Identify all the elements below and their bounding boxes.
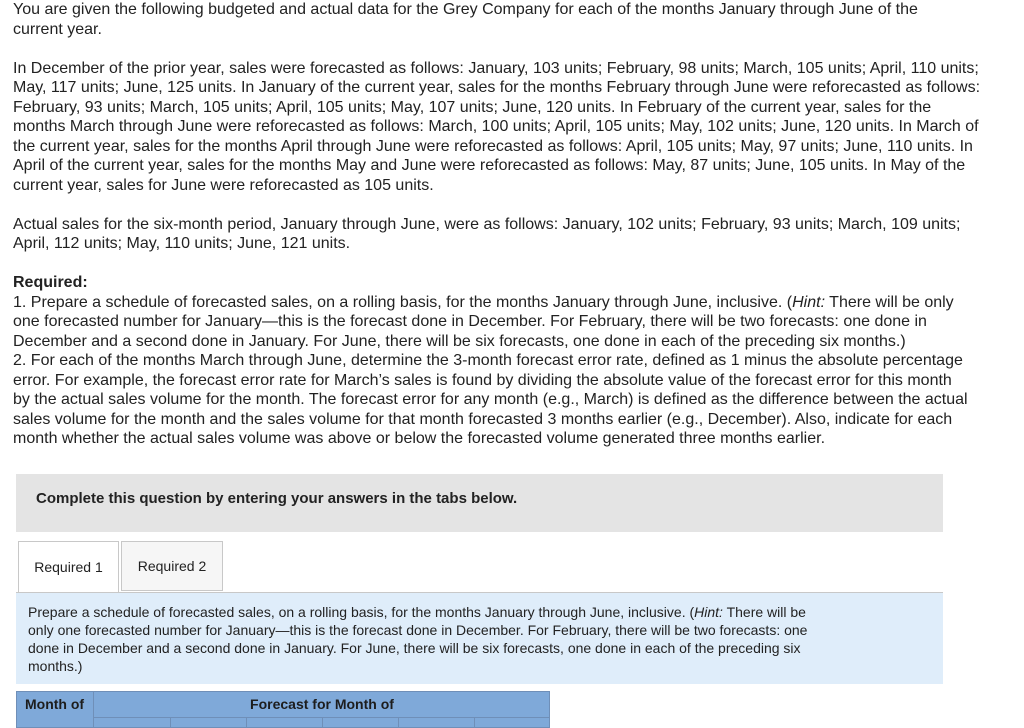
problem-line: error. For example, the forecast error rate for March’s sales is found by dividing the absolute value of the forecast error for this month — [13, 371, 952, 389]
tab-required-1[interactable]: Required 1 — [18, 541, 119, 593]
required-heading: Required: — [13, 274, 88, 291]
column-header-month: Month of — [25, 696, 85, 712]
column-header-forecast: Forecast for Month of — [250, 696, 394, 712]
prompt-text: Prepare a schedule of forecasted sales, on a rolling basis, for the months January through June, inclusive. ( — [28, 604, 695, 620]
problem-line: the current year, sales for the months April through June were reforecasted as follows: April, 105 units; May, 97 units; June, 110 units. In — [13, 137, 973, 155]
hint-label: Hint: — [694, 604, 723, 620]
forecast-table-header — [16, 691, 550, 728]
column-divider — [398, 717, 399, 728]
column-divider — [170, 717, 171, 728]
problem-line — [13, 293, 1024, 313]
problem-line: You are given the following budgeted and actual data for the Grey Company for each of the months January through June of the — [13, 1, 918, 18]
problem-line: Actual sales for the six-month period, January through June, were as follows: January, 102 units; February, 93 units; March, 109 units; — [13, 215, 961, 233]
column-divider — [322, 717, 323, 728]
problem-line: December and a second done in January. For June, there will be six forecasts, one done in each of the preceding six months.) — [13, 332, 906, 350]
problem-line: In December of the prior year, sales were forecasted as follows: January, 103 units; February, 98 units; March, 105 units; April, 110 units; — [13, 59, 979, 77]
instruction-box — [16, 474, 943, 532]
instruction-text: Complete this question by entering your answers in the tabs below. — [36, 490, 518, 507]
tab-required-2[interactable]: Required 2 — [121, 541, 223, 591]
prompt-line: done in December and a second done in January. For June, there will be six forecasts, one done in each of the preceding six — [28, 640, 801, 656]
problem-line: current year. — [13, 20, 102, 38]
problem-line: February, 93 units; March, 105 units; April, 105 units; May, 107 units; June, 120 units. In February of the current year, sales for the — [13, 98, 932, 116]
prompt-text: There will be — [722, 604, 806, 620]
problem-line: 2. For each of the months March through June, determine the 3-month forecast error rate, defined as 1 minus the absolute percentage — [13, 352, 963, 369]
problem-line: months March through June were reforecasted as follows: March, 100 units; April, 105 units; May, 102 units; June, 120 units. In March of — [13, 118, 979, 135]
problem-line: by the actual sales volume for the month. The forecast error for any month (e.g., March) is defined as the difference between the actual — [13, 391, 968, 408]
problem-statement — [13, 0, 1024, 449]
problem-line: current year, sales for June were reforecasted as 105 units. — [13, 176, 434, 194]
problem-line: month whether the actual sales volume was above or below the forecasted volume generated three months earlier. — [13, 430, 826, 447]
hint-label: Hint: — [792, 293, 826, 311]
problem-line: April, 112 units; May, 110 units; June, 121 units. — [13, 235, 351, 252]
prompt-line — [28, 603, 931, 621]
problem-line: one forecasted number for January—this is the forecast done in December. For February, there will be two forecasts: one done in — [13, 313, 927, 330]
problem-line: sales volume for the month and the sales volume for that month forecasted 3 months earlier (e.g., December). Also, indicate for each — [13, 410, 953, 428]
prompt-line: only one forecasted number for January—this is the forecast done in December. For February, there will be two forecasts: one — [28, 622, 808, 638]
column-divider — [474, 717, 475, 728]
req-text: There will be only — [825, 293, 954, 311]
problem-line: May, 117 units; June, 125 units. In January of the current year, sales for the months February through June were reforecasted as follows: — [13, 79, 981, 96]
column-divider — [246, 717, 247, 728]
prompt-line: months.) — [28, 658, 83, 674]
tab-prompt — [16, 593, 943, 684]
req-text: 1. Prepare a schedule of forecasted sales, on a rolling basis, for the months January through June, inclusive. ( — [13, 293, 793, 311]
problem-line: April of the current year, sales for the months May and June were reforecasted as follows: May, 87 units; June, 105 units. In May of the — [13, 157, 966, 174]
